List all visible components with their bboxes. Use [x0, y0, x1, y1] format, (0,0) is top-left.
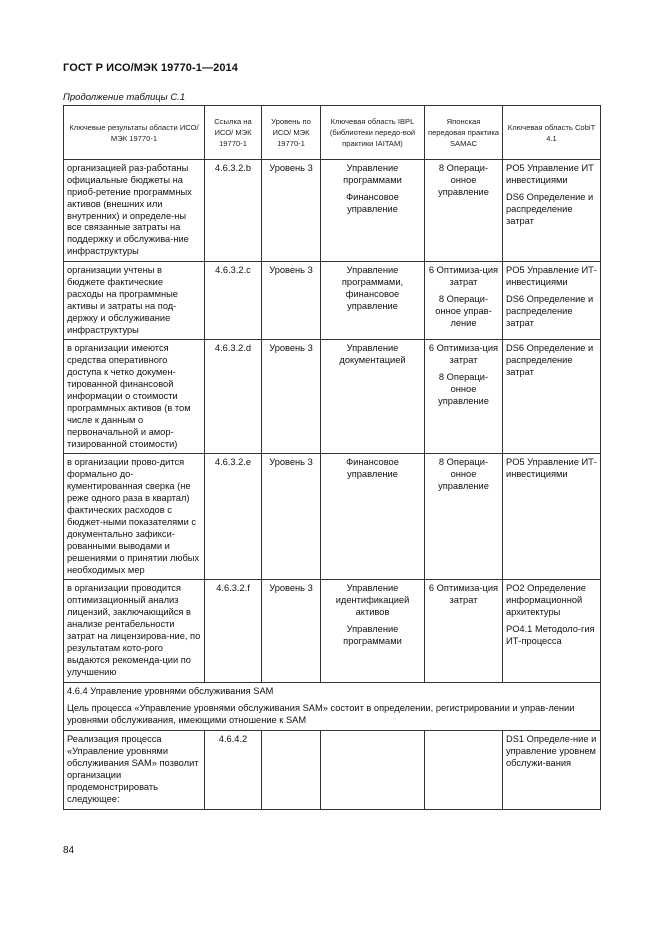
cell-samac: [425, 262, 503, 340]
cobit-entry: DS1 Определе-ние и управление уровнем обслужи-вания: [506, 734, 597, 768]
cell-ibpl: [321, 731, 425, 809]
cell-reference: 4.6.4.2: [205, 731, 262, 809]
cell-ibpl: [321, 262, 425, 340]
cell-ibpl: [321, 454, 425, 580]
cell-samac: [425, 454, 503, 580]
column-header-reference: Ссылка на ИСО/ МЭК 19770-1: [205, 106, 262, 160]
cell-samac: [425, 580, 503, 682]
cell-cobit: [503, 454, 601, 580]
page-number: 84: [63, 845, 75, 856]
samac-entry: 6 Оптимиза-ция затрат: [428, 265, 499, 288]
cobit-entry: DS6 Определение и распределение затрат: [506, 293, 594, 328]
column-header-cobit: Ключевая область CobiT 4.1: [503, 106, 601, 160]
cell-reference: 4.6.3.2.b: [205, 160, 262, 262]
column-header-ibpl: Ключевая область IBPL (библиотеки передо-вой практики IAITAM): [321, 106, 425, 160]
cobit-entry: DS6 Определение и распределение затрат: [506, 191, 594, 226]
table-continuation-caption: Продолжение таблицы С.1: [63, 92, 186, 103]
table-row: [64, 262, 601, 340]
table-row: [64, 160, 601, 262]
cell-cobit: [503, 160, 601, 262]
table-header-row: [64, 106, 601, 160]
ibpl-entry: Управление документацией: [339, 343, 406, 366]
table-row: [64, 454, 601, 580]
cell-result: в организации прово-дится формально до-кументированная сверка (не реже одного раза в квартал) фактических расходов с бюджет-ными показателями с документально зафикси-рованными выводами и решениями о принятии любых необходимых мер: [64, 454, 205, 580]
cell-level: Уровень 3: [262, 160, 321, 262]
column-header-level: Уровень по ИСО/ МЭК 19770-1: [262, 106, 321, 160]
cobit-entry: PO5 Управление ИТ-инвестициями: [506, 265, 597, 288]
cell-samac: [425, 160, 503, 262]
cobit-entry: DS6 Определение и распределение затрат: [506, 343, 594, 378]
samac-entry: 8 Операци-онное управление: [438, 372, 489, 407]
cobit-entry: PO4.1 Методоло-гия ИТ-процесса: [506, 624, 595, 646]
cell-cobit: [503, 262, 601, 340]
cell-reference: 4.6.3.2.c: [205, 262, 262, 340]
table-row: [64, 340, 601, 454]
cobit-entry: PO5 Управление ИТ-инвестициями: [506, 457, 597, 480]
samac-entry: 6 Оптимиза-ция затрат: [428, 583, 499, 606]
section-description: Цель процесса «Управление уровнями обслуживания SAM» состоит в определении, регистрировании и управ-лении уровнями обслуживания, имеющими отношение к SAM: [67, 703, 575, 726]
ibpl-entry: Управление программами: [343, 624, 402, 646]
cell-ibpl: [321, 580, 425, 682]
samac-entry: 8 Операци-онное управление: [438, 457, 489, 492]
cell-cobit: [503, 340, 601, 454]
samac-entry: 6 Оптимиза-ция затрат: [428, 343, 499, 366]
cell-reference: 4.6.3.2.e: [205, 454, 262, 580]
ibpl-entry: Финансовое управление: [346, 457, 399, 480]
cell-result: в организации имеются средства оперативного доступа к четко докумен-тированной финансовой информации о стоимости программных активов (в том числе к данным о первоначальной и амор-тизированной стоимости): [64, 340, 205, 454]
samac-entry: 8 Операци-онное управление: [438, 163, 489, 197]
cell-result: Реализация процесса «Управление уровнями обслуживания SAM» позволит организации продемонстрировать следующее:: [64, 731, 205, 809]
cobit-entry: PO2 Определение информационной архитектуры: [506, 583, 586, 618]
cell-result: организации учтены в бюджете фактические расходы на программные активы и затраты на под-держку и обслуживание инфраструктуры: [64, 262, 205, 340]
cell-level: Уровень 3: [262, 340, 321, 454]
cell-result: организацией раз-работаны официальные бюджеты на приоб-ретение программных активов (внешних или внутренних) и определе-ны все связанные затраты на поддержку и обслужива-ние инфраструктуры: [64, 160, 205, 262]
cell-result: в организации проводится оптимизационный анализ лицензий, заключающийся в анализе рентабельности затрат на лицензирова-ние, по результатам кото-рого выдаются рекоменда-ции по улучшению: [64, 580, 205, 682]
ibpl-entry: Управление программами, финансовое управление: [341, 265, 404, 311]
cell-samac: [425, 731, 503, 809]
cobit-entry: PO5 Управление ИТ инвестициями: [506, 163, 594, 185]
ibpl-entry: Управление идентификацией активов: [335, 583, 410, 618]
section-title: 4.6.4 Управление уровнями обслуживания SAM: [67, 685, 274, 696]
cell-level: Уровень 3: [262, 454, 321, 580]
cell-samac: [425, 340, 503, 454]
cell-cobit: [503, 731, 601, 809]
table-row: [64, 580, 601, 682]
section-cell: [64, 682, 601, 731]
document-header: ГОСТ Р ИСО/МЭК 19770-1—2014: [63, 62, 238, 74]
column-header-samac: Японская передовая практика SAMAC: [425, 106, 503, 160]
table-row: [64, 731, 601, 809]
cell-reference: 4.6.3.2.d: [205, 340, 262, 454]
ibpl-entry: Управление программами: [343, 163, 402, 185]
cell-level: Уровень 3: [262, 580, 321, 682]
standards-mapping-table: [63, 105, 601, 810]
cell-ibpl: [321, 340, 425, 454]
cell-level: Уровень 3: [262, 262, 321, 340]
cell-ibpl: [321, 160, 425, 262]
cell-level: [262, 731, 321, 809]
cell-cobit: [503, 580, 601, 682]
section-row: [64, 682, 601, 731]
ibpl-entry: Финансовое управление: [346, 191, 399, 214]
cell-reference: 4.6.3.2.f: [205, 580, 262, 682]
samac-entry: 8 Операци-онное управ-ление: [435, 293, 492, 328]
column-header-results: Ключевые результаты области ИСО/МЭК 19770-1: [64, 106, 205, 160]
